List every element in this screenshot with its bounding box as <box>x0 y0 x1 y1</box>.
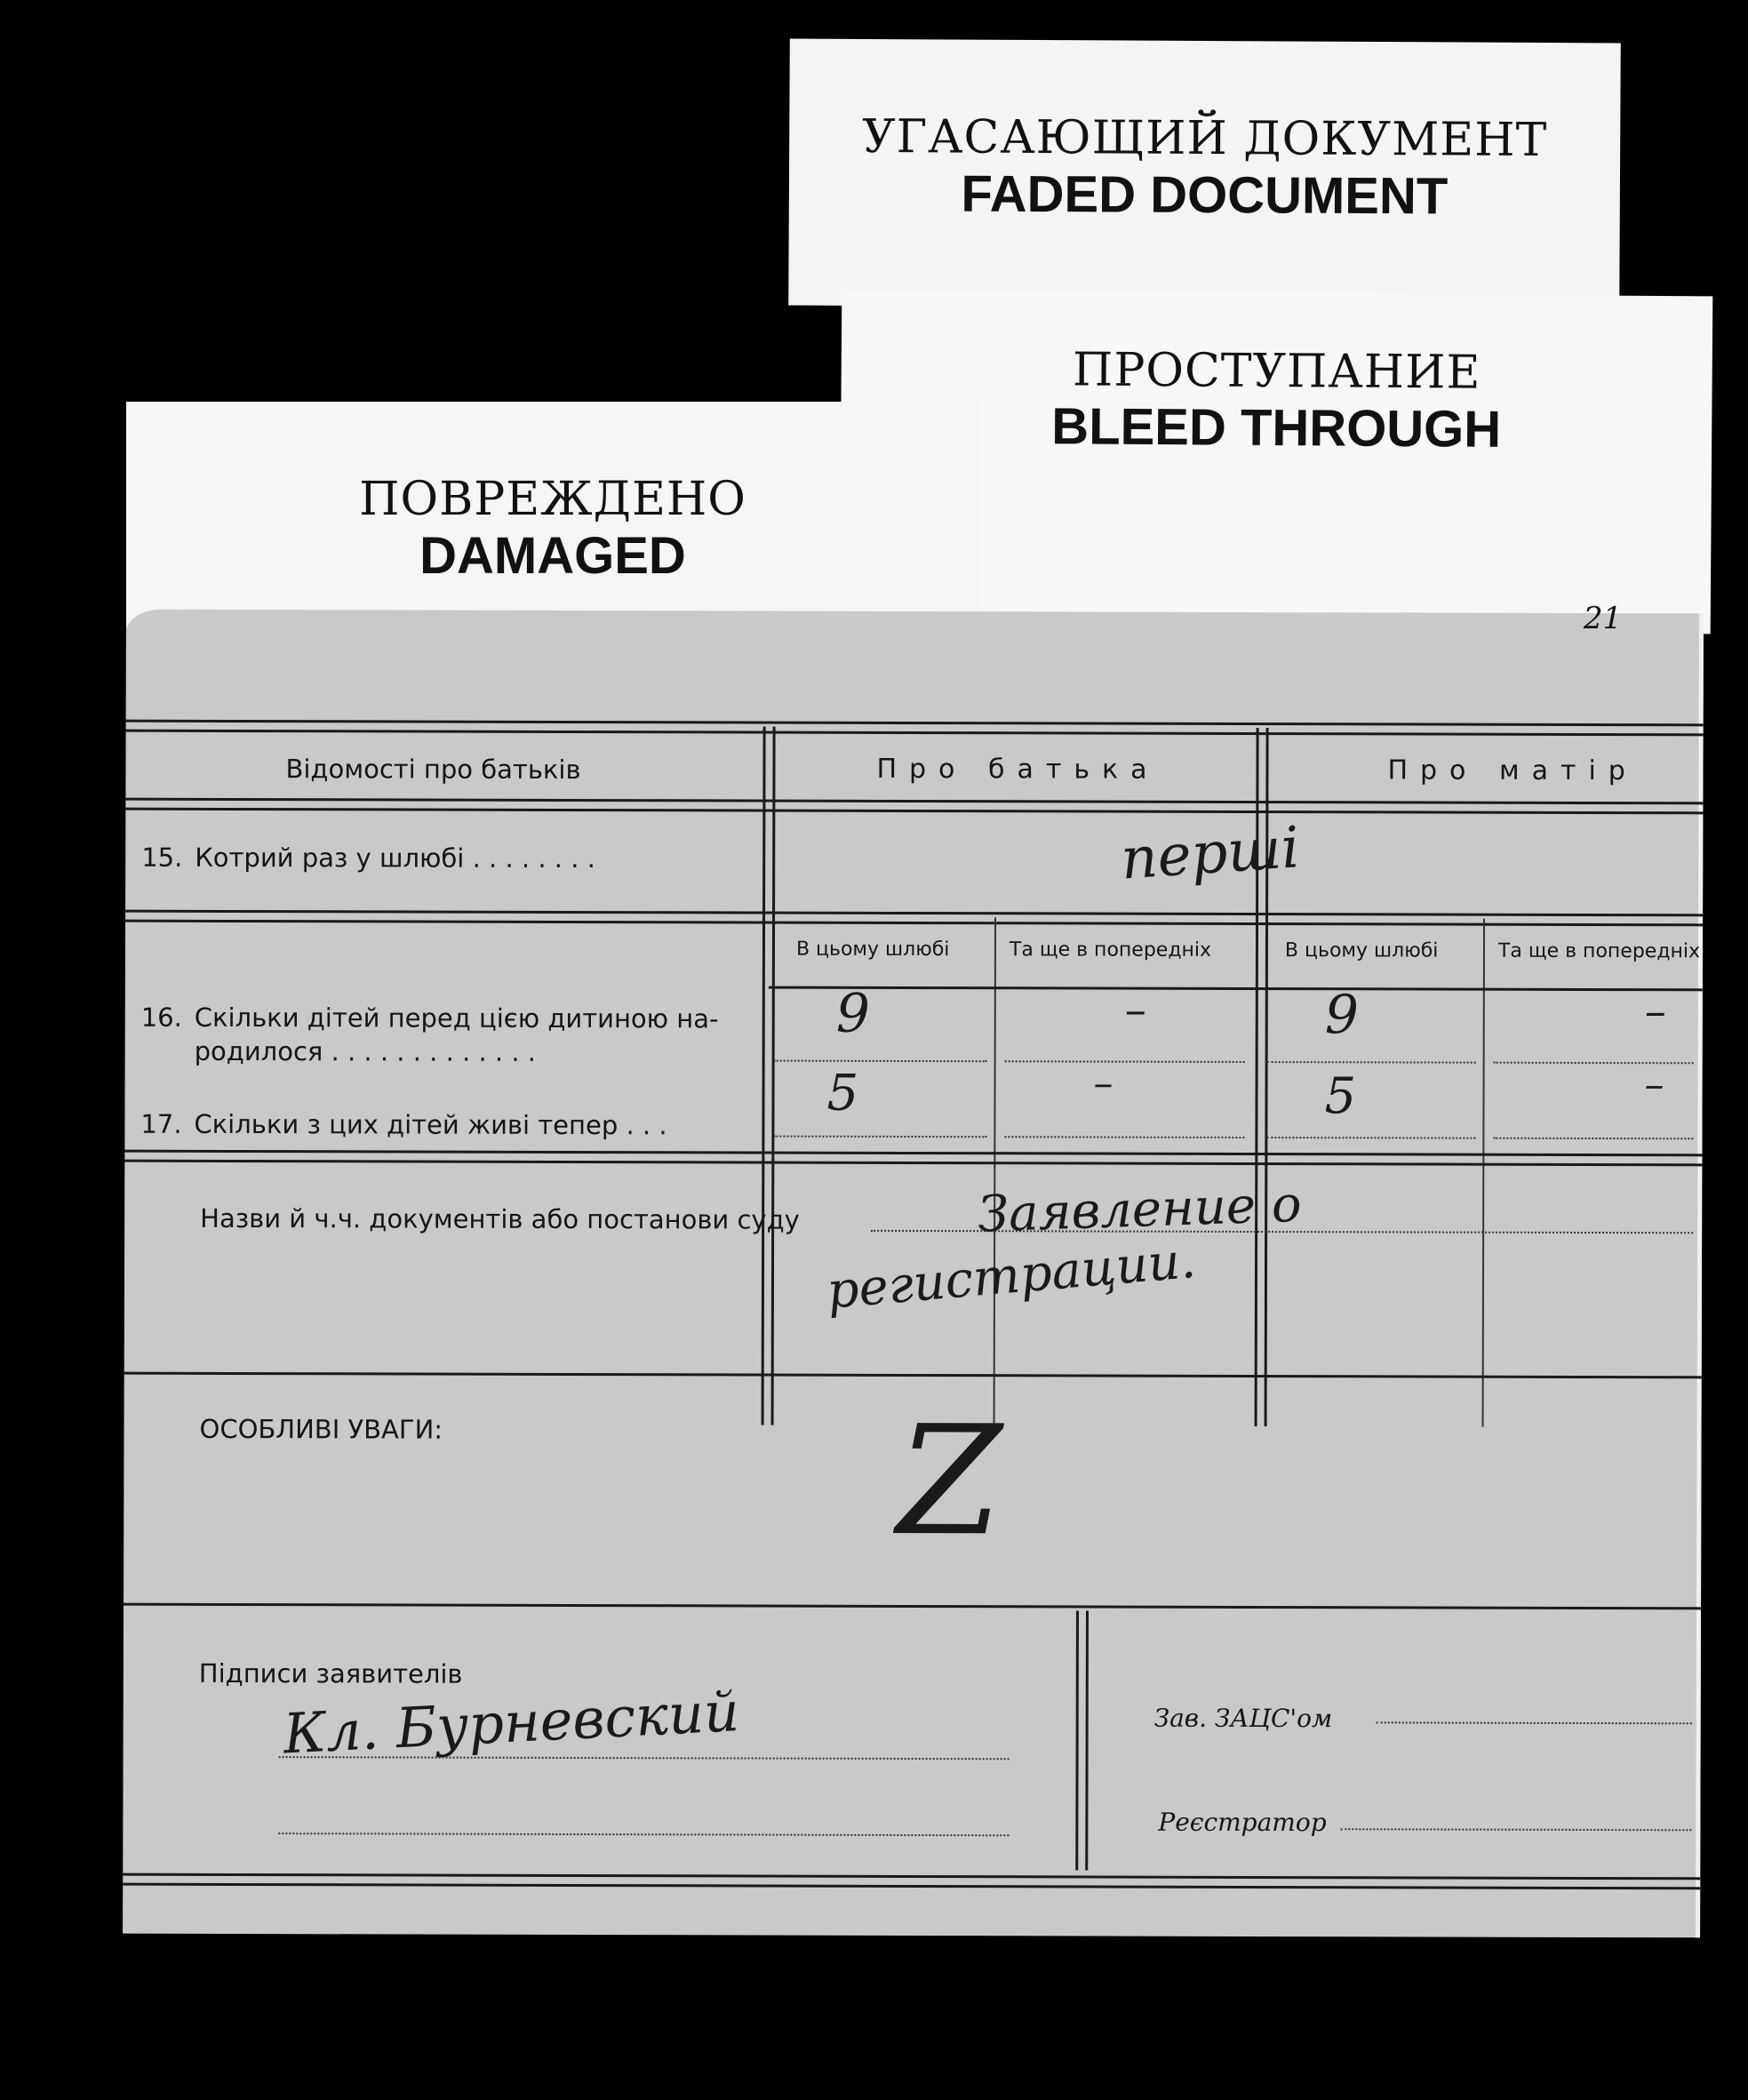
documents-value-line1: Заявление о <box>977 1175 1303 1244</box>
row17-mother-prev-line <box>1493 1138 1693 1140</box>
subheader-mother-prev: Та ще в попередніх <box>1497 939 1701 963</box>
header-top-rule <box>126 720 1704 737</box>
registrar-label: Реєстратор <box>1158 1807 1327 1838</box>
subheader-father-this: В цьому шлюбі <box>795 938 950 962</box>
subheader-mother-this: В цьому шлюбі <box>1284 939 1439 962</box>
header-about-mother: Про матір <box>1387 755 1638 787</box>
row17-father-prev-line <box>1004 1136 1244 1138</box>
damaged-card-ru-text: ПОВРЕЖДЕНО <box>359 473 746 526</box>
row16-label-line1: Скільки дітей перед цією дитиною на- <box>194 1002 719 1034</box>
notes-bottom-rule <box>124 1603 1701 1610</box>
faded-card-en-text: FADED DOCUMENT <box>961 164 1449 226</box>
row16-mother-this: 9 <box>1324 984 1360 1047</box>
registration-form <box>123 600 1704 1938</box>
row17-mother-prev: – <box>1644 1062 1664 1108</box>
header-about-father: Про батька <box>876 753 1160 786</box>
row15-number: 15. <box>141 842 183 873</box>
row16-mother-prev: – <box>1644 986 1666 1037</box>
header-bottom-rule <box>125 798 1703 815</box>
bleed-card-ru-text: ПРОСТУПАНИЕ <box>1072 343 1481 400</box>
row17-father-prev: – <box>1093 1060 1113 1106</box>
head-of-registry-line <box>1377 1721 1692 1724</box>
mother-subcolumn-divider <box>1482 919 1485 1427</box>
row16-father-this: 9 <box>835 982 871 1045</box>
header-parents-info: Відомості про батьків <box>285 754 581 786</box>
father-subcolumn-divider <box>994 917 996 1425</box>
applicant-signature: Кл. Бурневский <box>282 1679 741 1767</box>
documents-label: Назви й ч.ч. документів або постанови суду <box>200 1202 800 1235</box>
row17-mother-this-line <box>1266 1137 1475 1139</box>
registrar-line <box>1340 1828 1691 1831</box>
page-number: 21 <box>1583 600 1623 637</box>
row15-label: Котрий раз у шлюбі . . . . . . . . <box>195 842 595 874</box>
row16-mother-this-line <box>1267 1061 1476 1064</box>
head-of-registry-label: Зав. ЗАЦС'ом <box>1153 1703 1333 1734</box>
applicant-signature-line-2 <box>278 1833 1009 1836</box>
row16-father-this-line <box>774 1060 987 1063</box>
form-bottom-rule <box>123 1873 1700 1890</box>
special-notes-value: Z <box>897 1393 1002 1570</box>
row16-number: 16. <box>140 1002 182 1033</box>
row17-label: Скільки з цих дітей живі тепер . . . <box>194 1108 667 1141</box>
row17-father-this: 5 <box>826 1064 859 1122</box>
documents-bottom-rule <box>124 1372 1702 1379</box>
faded-document-card <box>788 39 1621 310</box>
row17-mother-this: 5 <box>1324 1067 1357 1126</box>
table-bottom-rule <box>124 1150 1702 1167</box>
subheader-bottom-rule <box>769 986 1703 992</box>
row15-value: перші <box>1118 815 1302 893</box>
damaged-card-en-text: DAMAGED <box>419 527 686 585</box>
bleed-card-en-text: BLEED THROUGH <box>1051 397 1502 459</box>
faded-card-ru-text: УГАСАЮЩИЙ ДОКУМЕНТ <box>861 109 1548 168</box>
row17-number: 17. <box>140 1108 182 1139</box>
row17-father-this-line <box>773 1136 986 1138</box>
row15-bottom-rule <box>125 910 1703 927</box>
row16-father-prev-line <box>1005 1060 1245 1063</box>
row16-label-line2: родилося . . . . . . . . . . . . . <box>194 1035 537 1067</box>
applicants-signature-label: Підписи заявителів <box>198 1657 463 1689</box>
documents-value-line2: регистрации. <box>824 1231 1199 1321</box>
column-divider-1 <box>762 727 776 1425</box>
special-notes-label: ОСОБЛИВІ УВАГИ: <box>199 1413 443 1445</box>
row16-father-prev: – <box>1124 985 1146 1035</box>
subheader-father-prev: Та ще в попередніх <box>1009 938 1212 962</box>
signature-divider <box>1075 1610 1089 1870</box>
